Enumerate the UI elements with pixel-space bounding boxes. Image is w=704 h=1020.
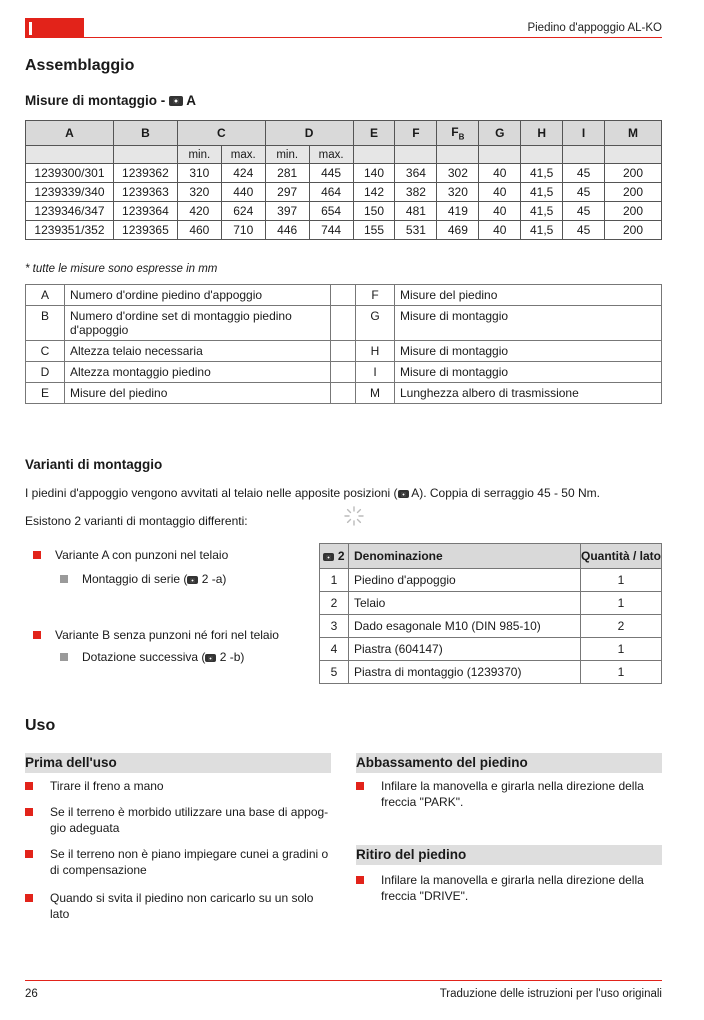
legend-key: E — [26, 383, 65, 404]
legend-key: M — [356, 383, 395, 404]
legend-value: Lunghezza albero di trasmissione — [395, 383, 662, 404]
section-title-use: Uso — [25, 717, 56, 734]
before-use-title: Prima dell'uso — [25, 755, 117, 770]
legend-value: Altezza telaio necessaria — [65, 341, 331, 362]
footer-text: Traduzione delle istruzioni per l'uso originali — [439, 988, 662, 1000]
legend-value: Misure del piedino — [65, 383, 331, 404]
table-cell: 200 — [605, 164, 662, 183]
parts-name: Piedino d'appoggio — [349, 569, 581, 592]
retract-stand-title: Ritiro del piedino — [356, 847, 467, 862]
measurements-subheader-row — [26, 146, 662, 164]
legend-key: I — [356, 362, 395, 383]
subheader-min: min. — [177, 146, 221, 164]
table-row — [26, 164, 662, 183]
legend-gap — [331, 285, 356, 306]
table-cell: 469 — [437, 221, 479, 240]
bullet-square-icon — [25, 782, 33, 790]
parts-row — [320, 661, 662, 684]
loading-spinner-icon — [343, 505, 365, 527]
table-cell: 41,5 — [521, 183, 563, 202]
table-cell: 654 — [309, 202, 353, 221]
legend-value: Misure di montaggio — [395, 362, 662, 383]
col-header-m: M — [605, 121, 662, 146]
table-cell: 1239346/347 — [26, 202, 114, 221]
subheader-max: max. — [309, 146, 353, 164]
parts-qty: 2 — [581, 615, 662, 638]
camera-icon — [398, 490, 409, 498]
parts-name: Telaio — [349, 592, 581, 615]
variants-paragraph-2: Esistono 2 varianti di montaggio differenti: — [25, 514, 248, 528]
parts-qty: 1 — [581, 638, 662, 661]
parts-row — [320, 592, 662, 615]
table-cell: 1239365 — [113, 221, 177, 240]
table-cell: 1239363 — [113, 183, 177, 202]
legend-value: Misure di montaggio — [395, 341, 662, 362]
parts-n: 4 — [320, 638, 349, 661]
camera-icon — [205, 654, 216, 662]
table-cell: 45 — [563, 202, 605, 221]
bullet-square-icon — [25, 894, 33, 902]
bullet-square-icon — [25, 808, 33, 816]
table-cell: 710 — [221, 221, 265, 240]
table-cell: 200 — [605, 221, 662, 240]
legend-value: Misure di montaggio — [395, 306, 662, 341]
table-row — [26, 183, 662, 202]
section-title-assembly: Assemblaggio — [25, 57, 135, 74]
subheader-min: min. — [265, 146, 309, 164]
table-cell: 382 — [395, 183, 437, 202]
footer-rule — [25, 980, 662, 981]
header-title: Piedino d'appoggio AL-KO — [527, 22, 662, 34]
bullet-square-icon — [356, 782, 364, 790]
table-cell: 140 — [353, 164, 395, 183]
lower-stand-band — [356, 753, 662, 773]
table-row — [26, 221, 662, 240]
legend-key: D — [26, 362, 65, 383]
table-cell: 40 — [479, 202, 521, 221]
variant-b-subitem: Dotazione successiva ( 2 -b) — [60, 650, 244, 664]
legend-value: Numero d'ordine piedino d'appoggio — [65, 285, 331, 306]
legend-gap — [331, 362, 356, 383]
table-cell: 200 — [605, 183, 662, 202]
page-number: 26 — [25, 988, 38, 1000]
col-header-f: F — [395, 121, 437, 146]
table-cell: 45 — [563, 183, 605, 202]
table-cell: 464 — [309, 183, 353, 202]
table-cell: 41,5 — [521, 164, 563, 183]
col-header-a: A — [26, 121, 114, 146]
parts-qty: 1 — [581, 569, 662, 592]
table-cell: 481 — [395, 202, 437, 221]
table-cell: 142 — [353, 183, 395, 202]
parts-row — [320, 638, 662, 661]
col-header-c: C — [177, 121, 265, 146]
legend-gap — [331, 341, 356, 362]
legend-value: Numero d'ordine set di montaggio piedino d'appoggio — [65, 306, 331, 341]
table-cell: 1239362 — [113, 164, 177, 183]
col-header-h: H — [521, 121, 563, 146]
parts-name: Piastra (604147) — [349, 638, 581, 661]
table-cell: 446 — [265, 221, 309, 240]
table-cell: 150 — [353, 202, 395, 221]
col-header-fb: $F_B$ — [437, 121, 479, 146]
table-cell: 1239300/301 — [26, 164, 114, 183]
table-cell: 45 — [563, 221, 605, 240]
camera-icon — [169, 96, 183, 106]
variant-b-item: Variante B senza punzoni né fori nel telaio — [33, 628, 279, 642]
parts-name: Dado esagonale M10 (DIN 985-10) — [349, 615, 581, 638]
col-header-g: G — [479, 121, 521, 146]
table-cell: 320 — [177, 183, 221, 202]
table-cell: 460 — [177, 221, 221, 240]
legend-table — [25, 284, 662, 404]
legend-key: H — [356, 341, 395, 362]
legend-row — [26, 341, 662, 362]
camera-icon — [187, 576, 198, 584]
legend-row — [26, 306, 662, 341]
col-header-e: E — [353, 121, 395, 146]
parts-qty: 1 — [581, 661, 662, 684]
table-cell: 440 — [221, 183, 265, 202]
parts-qty: 1 — [581, 592, 662, 615]
parts-header-figure: 2 — [320, 544, 349, 569]
table-cell: 41,5 — [521, 221, 563, 240]
retract-stand-band — [356, 845, 662, 865]
lower-stand-title: Abbassamento del piedino — [356, 755, 528, 770]
before-use-band — [25, 753, 331, 773]
parts-table — [319, 543, 662, 684]
table-cell: 320 — [437, 183, 479, 202]
table-cell: 281 — [265, 164, 309, 183]
parts-row — [320, 615, 662, 638]
parts-name: Piastra di montaggio (1239370) — [349, 661, 581, 684]
table-cell: 1239351/352 — [26, 221, 114, 240]
table-cell: 364 — [395, 164, 437, 183]
bullet-square-icon — [60, 575, 68, 583]
table-cell: 297 — [265, 183, 309, 202]
table-cell: 302 — [437, 164, 479, 183]
legend-key: G — [356, 306, 395, 341]
variant-a-item: Variante A con punzoni nel telaio — [33, 548, 228, 562]
header-rule — [84, 37, 662, 38]
parts-n: 3 — [320, 615, 349, 638]
parts-n: 5 — [320, 661, 349, 684]
parts-n: 1 — [320, 569, 349, 592]
variants-paragraph-1: I piedini d'appoggio vengono avvitati al telaio nelle apposite posizioni ( A). Coppia di serraggio 45 - 50 Nm. — [25, 486, 600, 500]
legend-row — [26, 383, 662, 404]
table-cell: 41,5 — [521, 202, 563, 221]
mount-measures-title: Misure di montaggio - A — [25, 93, 196, 108]
table-cell: 40 — [479, 164, 521, 183]
table-cell: 1239364 — [113, 202, 177, 221]
table-cell: 744 — [309, 221, 353, 240]
legend-value: Misure del piedino — [395, 285, 662, 306]
table-cell: 531 — [395, 221, 437, 240]
legend-row — [26, 362, 662, 383]
table-cell: 624 — [221, 202, 265, 221]
variants-title: Varianti di montaggio — [25, 457, 163, 472]
bullet-square-icon — [33, 631, 41, 639]
table-cell: 420 — [177, 202, 221, 221]
table-cell: 1239339/340 — [26, 183, 114, 202]
parts-header-qty: Quantità / lato — [581, 544, 662, 569]
table-cell: 45 — [563, 164, 605, 183]
header-red-tab — [25, 18, 84, 38]
table-cell: 424 — [221, 164, 265, 183]
measurements-table — [25, 120, 662, 240]
parts-row — [320, 569, 662, 592]
table-cell: 155 — [353, 221, 395, 240]
parts-header-name: Denominazione — [349, 544, 581, 569]
legend-key: C — [26, 341, 65, 362]
bullet-square-icon — [25, 850, 33, 858]
col-header-i: I — [563, 121, 605, 146]
camera-icon — [323, 553, 334, 561]
legend-row — [26, 285, 662, 306]
table-cell: 445 — [309, 164, 353, 183]
legend-key: B — [26, 306, 65, 341]
col-header-d: D — [265, 121, 353, 146]
parts-header-row — [320, 544, 662, 569]
parts-n: 2 — [320, 592, 349, 615]
bullet-square-icon — [356, 876, 364, 884]
table-cell: 397 — [265, 202, 309, 221]
subheader-max: max. — [221, 146, 265, 164]
bullet-square-icon — [33, 551, 41, 559]
legend-gap — [331, 383, 356, 404]
table-cell: 310 — [177, 164, 221, 183]
legend-key: A — [26, 285, 65, 306]
table-cell: 200 — [605, 202, 662, 221]
col-header-b: B — [113, 121, 177, 146]
measurements-header-row — [26, 121, 662, 146]
table-cell: 40 — [479, 183, 521, 202]
table-cell: 40 — [479, 221, 521, 240]
legend-key: F — [356, 285, 395, 306]
variant-a-subitem: Montaggio di serie ( 2 -a) — [60, 572, 226, 586]
bullet-square-icon — [60, 653, 68, 661]
table-row — [26, 202, 662, 221]
table-cell: 419 — [437, 202, 479, 221]
legend-gap — [331, 306, 356, 341]
legend-value: Altezza montaggio piedino — [65, 362, 331, 383]
measurements-note: * tutte le misure sono espresse in mm — [25, 263, 218, 275]
